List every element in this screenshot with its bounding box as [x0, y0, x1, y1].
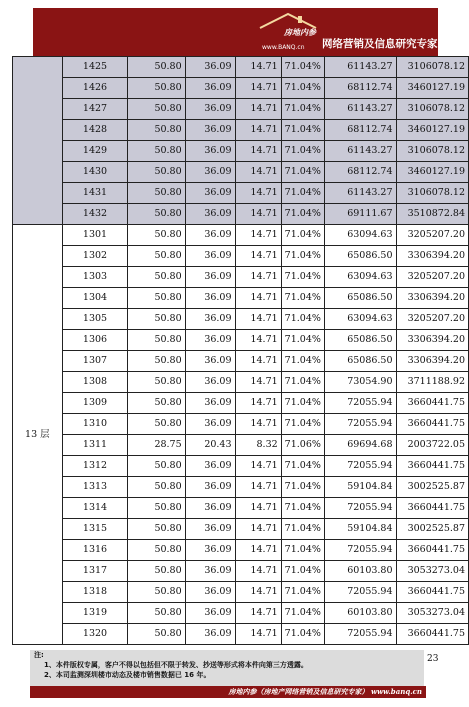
- table-cell: 68112.74: [324, 120, 396, 141]
- table-cell: 36.09: [185, 393, 235, 414]
- table-cell: 71.04%: [281, 57, 324, 78]
- table-cell: 36.09: [185, 204, 235, 225]
- logo-script-text: 房地内参: [284, 27, 316, 37]
- table-cell: 72055.94: [324, 393, 396, 414]
- table-cell: 72055.94: [324, 414, 396, 435]
- table-cell: 69111.67: [324, 204, 396, 225]
- table-row: [13, 99, 469, 120]
- table-cell: 50.80: [128, 309, 185, 330]
- page-number: 23: [427, 654, 439, 664]
- table-cell: 71.04%: [281, 120, 324, 141]
- table-cell: 50.80: [128, 225, 185, 246]
- unit-number-cell: 1302: [62, 246, 128, 267]
- table-cell: 50.80: [128, 288, 185, 309]
- table-cell: 3510872.84: [396, 204, 468, 225]
- table-cell: 50.80: [128, 162, 185, 183]
- table-cell: 36.09: [185, 225, 235, 246]
- table-cell: 36.09: [185, 540, 235, 561]
- table-cell: 36.09: [185, 477, 235, 498]
- unit-number-cell: 1430: [62, 162, 128, 183]
- notes-label: 注:: [34, 651, 44, 659]
- table-cell: 3002525.87: [396, 477, 468, 498]
- table-cell: 3106078.12: [396, 57, 468, 78]
- table-cell: 71.06%: [281, 435, 324, 456]
- table-cell: 71.04%: [281, 204, 324, 225]
- unit-number-cell: 1309: [62, 393, 128, 414]
- table-cell: 71.04%: [281, 582, 324, 603]
- table-cell: 14.71: [235, 519, 281, 540]
- table-cell: 14.71: [235, 204, 281, 225]
- table-cell: 69694.68: [324, 435, 396, 456]
- table-cell: 50.80: [128, 141, 185, 162]
- table-cell: 3106078.12: [396, 183, 468, 204]
- table-cell: 61143.27: [324, 99, 396, 120]
- logo-title-text: 网络营销及信息研究专家: [322, 38, 438, 50]
- table-cell: 3205207.20: [396, 309, 468, 330]
- table-cell: 14.71: [235, 624, 281, 645]
- table-cell: 14.71: [235, 603, 281, 624]
- table-cell: 59104.84: [324, 477, 396, 498]
- table-cell: 36.09: [185, 162, 235, 183]
- table-cell: 3002525.87: [396, 519, 468, 540]
- table-cell: 36.09: [185, 582, 235, 603]
- unit-number-cell: 1312: [62, 456, 128, 477]
- table-cell: 71.04%: [281, 246, 324, 267]
- table-cell: 3660441.75: [396, 540, 468, 561]
- notes-box: [30, 650, 424, 686]
- table-cell: 50.80: [128, 477, 185, 498]
- table-cell: 14.71: [235, 372, 281, 393]
- table-row: [13, 603, 469, 624]
- unit-number-cell: 1427: [62, 99, 128, 120]
- table-cell: 71.04%: [281, 330, 324, 351]
- unit-number-cell: 1314: [62, 498, 128, 519]
- unit-number-cell: 1306: [62, 330, 128, 351]
- table-cell: 71.04%: [281, 477, 324, 498]
- table-row: [13, 120, 469, 141]
- table-cell: 63094.63: [324, 309, 396, 330]
- table-row: [13, 435, 469, 456]
- table-cell: 36.09: [185, 309, 235, 330]
- unit-number-cell: 1315: [62, 519, 128, 540]
- table-cell: 36.09: [185, 120, 235, 141]
- table-cell: 3460127.19: [396, 120, 468, 141]
- unit-number-cell: 1308: [62, 372, 128, 393]
- unit-number-cell: 1432: [62, 204, 128, 225]
- logo-url-text: www.BANQ.cn: [262, 44, 305, 51]
- table-cell: 71.04%: [281, 393, 324, 414]
- table-cell: 65086.50: [324, 351, 396, 372]
- unit-number-cell: 1319: [62, 603, 128, 624]
- table-cell: 14.71: [235, 498, 281, 519]
- table-cell: 14.71: [235, 183, 281, 204]
- footer-bar: 房地内参（房地产网络营销及信息研究专家） www.banq.cn: [30, 686, 426, 698]
- unit-number-cell: 1425: [62, 57, 128, 78]
- unit-number-cell: 1305: [62, 309, 128, 330]
- table-cell: 36.09: [185, 57, 235, 78]
- table-cell: 50.80: [128, 183, 185, 204]
- table-row: [13, 624, 469, 645]
- table-cell: 72055.94: [324, 582, 396, 603]
- unit-number-cell: 1313: [62, 477, 128, 498]
- table-row: [13, 204, 469, 225]
- table-cell: 3660441.75: [396, 624, 468, 645]
- unit-number-cell: 1431: [62, 183, 128, 204]
- table-cell: 3660441.75: [396, 414, 468, 435]
- table-cell: 14.71: [235, 57, 281, 78]
- table-cell: 3660441.75: [396, 456, 468, 477]
- table-cell: 3306394.20: [396, 351, 468, 372]
- table-cell: 60103.80: [324, 561, 396, 582]
- table-cell: 14.71: [235, 141, 281, 162]
- table-cell: 36.09: [185, 246, 235, 267]
- table-cell: 14.71: [235, 393, 281, 414]
- table-cell: 59104.84: [324, 519, 396, 540]
- table-cell: 3306394.20: [396, 288, 468, 309]
- table-cell: 14.71: [235, 246, 281, 267]
- table-cell: 71.04%: [281, 267, 324, 288]
- table-cell: 3660441.75: [396, 498, 468, 519]
- table-cell: 36.09: [185, 351, 235, 372]
- unit-number-cell: 1429: [62, 141, 128, 162]
- table-cell: 36.09: [185, 498, 235, 519]
- table-cell: 71.04%: [281, 414, 324, 435]
- table-cell: 50.80: [128, 519, 185, 540]
- table-cell: 14.71: [235, 561, 281, 582]
- table-row: [13, 183, 469, 204]
- table-cell: 3106078.12: [396, 99, 468, 120]
- table-cell: 50.80: [128, 582, 185, 603]
- table-cell: 71.04%: [281, 225, 324, 246]
- table-cell: 14.71: [235, 162, 281, 183]
- unit-number-cell: 1301: [62, 225, 128, 246]
- table-cell: 73054.90: [324, 372, 396, 393]
- table-cell: 71.04%: [281, 309, 324, 330]
- table-cell: 72055.94: [324, 540, 396, 561]
- table-cell: 50.80: [128, 330, 185, 351]
- table-row: [13, 477, 469, 498]
- table-cell: 71.04%: [281, 603, 324, 624]
- table-cell: 50.80: [128, 204, 185, 225]
- table-row: [13, 372, 469, 393]
- table-cell: 3106078.12: [396, 141, 468, 162]
- table-cell: 50.80: [128, 246, 185, 267]
- table-row: [13, 351, 469, 372]
- table-cell: 68112.74: [324, 162, 396, 183]
- table-cell: 72055.94: [324, 624, 396, 645]
- table-cell: 36.09: [185, 414, 235, 435]
- table-cell: 3660441.75: [396, 393, 468, 414]
- table-cell: 14.71: [235, 351, 281, 372]
- unit-price-table: [12, 56, 469, 645]
- table-cell: 36.09: [185, 288, 235, 309]
- table-cell: 50.80: [128, 456, 185, 477]
- table-row: [13, 288, 469, 309]
- table-cell: 3053273.04: [396, 603, 468, 624]
- table-cell: 3205207.20: [396, 267, 468, 288]
- table-cell: 14.71: [235, 288, 281, 309]
- table-row: [13, 582, 469, 603]
- table-cell: 50.80: [128, 78, 185, 99]
- table-cell: 14.71: [235, 120, 281, 141]
- table-cell: 71.04%: [281, 372, 324, 393]
- table-cell: 50.80: [128, 624, 185, 645]
- table-cell: 3460127.19: [396, 162, 468, 183]
- table-cell: 36.09: [185, 603, 235, 624]
- table-cell: 50.80: [128, 561, 185, 582]
- table-row: [13, 141, 469, 162]
- table-row: [13, 330, 469, 351]
- table-cell: 71.04%: [281, 99, 324, 120]
- table-cell: 14.71: [235, 99, 281, 120]
- table-row: [13, 246, 469, 267]
- table-cell: 65086.50: [324, 330, 396, 351]
- table-cell: 14.71: [235, 330, 281, 351]
- table-cell: 50.80: [128, 393, 185, 414]
- floor-cell: 13 层: [13, 225, 63, 645]
- table-cell: 14.71: [235, 78, 281, 99]
- table-cell: 3053273.04: [396, 561, 468, 582]
- unit-number-cell: 1316: [62, 540, 128, 561]
- table-cell: 71.04%: [281, 351, 324, 372]
- table-cell: 71.04%: [281, 141, 324, 162]
- table-row: [13, 519, 469, 540]
- table-cell: 71.04%: [281, 498, 324, 519]
- table-cell: 3460127.19: [396, 78, 468, 99]
- table-row: [13, 414, 469, 435]
- unit-number-cell: 1318: [62, 582, 128, 603]
- unit-number-cell: 1311: [62, 435, 128, 456]
- table-cell: 63094.63: [324, 225, 396, 246]
- table-cell: 14.71: [235, 309, 281, 330]
- table-cell: 50.80: [128, 120, 185, 141]
- notes-line-1: 1、本件版权专属，客户不得以包括但不限于转发、抄送等形式将本件向第三方透露。: [44, 661, 308, 669]
- table-row: [13, 309, 469, 330]
- table-cell: 36.09: [185, 456, 235, 477]
- unit-number-cell: 1317: [62, 561, 128, 582]
- table-cell: 71.04%: [281, 624, 324, 645]
- table-row: [13, 78, 469, 99]
- table-cell: 60103.80: [324, 603, 396, 624]
- table-row: [13, 225, 469, 246]
- table-row: [13, 456, 469, 477]
- table-cell: 36.09: [185, 561, 235, 582]
- table-cell: 2003722.05: [396, 435, 468, 456]
- table-row: [13, 57, 469, 78]
- unit-number-cell: 1428: [62, 120, 128, 141]
- table-cell: 71.04%: [281, 540, 324, 561]
- notes-line-2: 2、本司监测深圳楼市动态及楼市销售数据已 16 年。: [44, 671, 211, 679]
- table-cell: 61143.27: [324, 57, 396, 78]
- table-cell: 50.80: [128, 372, 185, 393]
- table-cell: 72055.94: [324, 456, 396, 477]
- table-cell: 65086.50: [324, 288, 396, 309]
- table-cell: 28.75: [128, 435, 185, 456]
- table-cell: 71.04%: [281, 456, 324, 477]
- table-cell: 72055.94: [324, 498, 396, 519]
- table-cell: 36.09: [185, 330, 235, 351]
- table-cell: 36.09: [185, 99, 235, 120]
- table-cell: 14.71: [235, 267, 281, 288]
- table-cell: 3660441.75: [396, 582, 468, 603]
- table-cell: 14.71: [235, 477, 281, 498]
- table-cell: 61143.27: [324, 183, 396, 204]
- unit-number-cell: 1307: [62, 351, 128, 372]
- table-cell: 71.04%: [281, 162, 324, 183]
- table-cell: 3306394.20: [396, 330, 468, 351]
- unit-number-cell: 1320: [62, 624, 128, 645]
- table-row: [13, 267, 469, 288]
- table-cell: 3205207.20: [396, 225, 468, 246]
- table-cell: 36.09: [185, 519, 235, 540]
- table-cell: 50.80: [128, 540, 185, 561]
- table-cell: 50.80: [128, 351, 185, 372]
- table-cell: 61143.27: [324, 141, 396, 162]
- table-cell: 50.80: [128, 99, 185, 120]
- table-cell: 14.71: [235, 582, 281, 603]
- table-cell: 36.09: [185, 624, 235, 645]
- unit-number-cell: 1304: [62, 288, 128, 309]
- table-row: [13, 540, 469, 561]
- table-cell: 71.04%: [281, 519, 324, 540]
- table-cell: 71.04%: [281, 288, 324, 309]
- table-cell: 36.09: [185, 372, 235, 393]
- table-cell: 36.09: [185, 141, 235, 162]
- floor-cell: [13, 57, 63, 225]
- table-cell: 71.04%: [281, 561, 324, 582]
- table-cell: 50.80: [128, 57, 185, 78]
- unit-number-cell: 1426: [62, 78, 128, 99]
- table-cell: 63094.63: [324, 267, 396, 288]
- table-cell: 8.32: [235, 435, 281, 456]
- unit-number-cell: 1303: [62, 267, 128, 288]
- table-cell: 50.80: [128, 498, 185, 519]
- table-cell: 3306394.20: [396, 246, 468, 267]
- table-cell: 14.71: [235, 456, 281, 477]
- table-cell: 65086.50: [324, 246, 396, 267]
- unit-number-cell: 1310: [62, 414, 128, 435]
- table-row: [13, 393, 469, 414]
- table-row: [13, 162, 469, 183]
- table-cell: 50.80: [128, 267, 185, 288]
- table-cell: 36.09: [185, 267, 235, 288]
- table-cell: 3711188.92: [396, 372, 468, 393]
- table-cell: 50.80: [128, 414, 185, 435]
- table-cell: 20.43: [185, 435, 235, 456]
- table-row: [13, 498, 469, 519]
- table-cell: 71.04%: [281, 78, 324, 99]
- table-cell: 14.71: [235, 225, 281, 246]
- table-cell: 68112.74: [324, 78, 396, 99]
- table-cell: 36.09: [185, 78, 235, 99]
- table-cell: 36.09: [185, 183, 235, 204]
- table-row: [13, 561, 469, 582]
- table-cell: 14.71: [235, 414, 281, 435]
- table-cell: 50.80: [128, 603, 185, 624]
- table-cell: 71.04%: [281, 183, 324, 204]
- table-cell: 14.71: [235, 540, 281, 561]
